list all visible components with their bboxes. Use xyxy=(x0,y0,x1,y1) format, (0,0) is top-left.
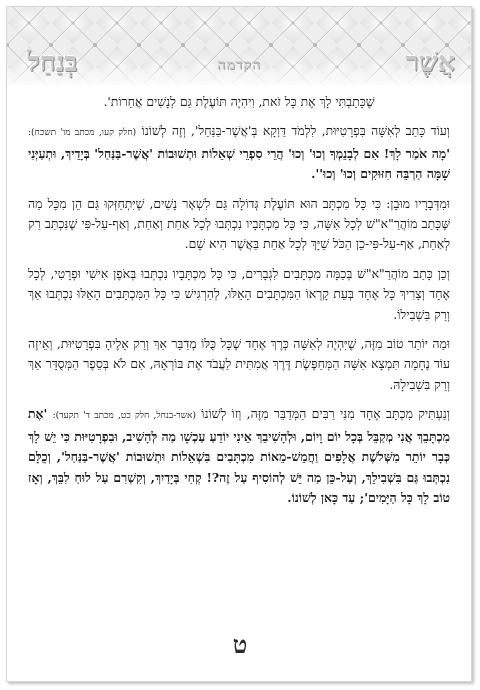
page-number: ט xyxy=(232,630,248,659)
paragraph-4: וְכֵן כָּתַב מוֹהֲרַ"א"שׁ בְּכַמָּה מִכְתָּבִים לִגְבָרִים, כִּי כָּל מִכְתָּבָיו נִכְתְּבוּ בְּאֹפֶן אִישִׁי וּפְרָטִי, לְכָל אֶחָד וְצָרִיךְ כָּל אֶחָד בְּעֵת קָרְאוֹ הַמִּכְתָּבִים הָאֵלּוּ, לְהַרְגִּישׁ כִּי כָּל הַמִּכְתָּבִים הָאֵלּוּ נִכְתְּבוּ אַךְ וְרַק בִּשְׁבִילוֹ. xyxy=(28,265,450,322)
paragraph-2-quote: 'מָה אֹמַר לָךְ! אִם לְבָנֵמְךָ וְכוּ' וְכוּ' הֲרֵי סִפְרֵי שְׁאֵלוֹת וּתְשׁוּבוֹת 'אֲשֶׁר-בַּנַּחַל' בְּיָדֵיךְ, וּתְעַיְּנִי שָׁמָּה הַרְבֵּה חִזּוּקִים וְכוּ' וְכוּ''. xyxy=(28,145,450,182)
page-body xyxy=(28,92,450,517)
page-header xyxy=(7,7,471,85)
header-titles xyxy=(7,47,471,85)
paragraph-2-citation: (חלק קעו, מכתב מו' תשכח): xyxy=(28,128,137,139)
brand-title-first-word: אֲשֶׁר xyxy=(405,47,455,78)
section-title: הקדמה xyxy=(217,57,261,73)
paragraph-2-text: וְעוֹד כָּתַב לְאִשָּׁה בִּפְרָטִיּוּת, לִלְמֹד דַּוְקָא בְּ'אֲשֶׁר-בַּנַּחַל', וְזֶה לְשׁוֹנוֹ xyxy=(141,123,450,139)
paragraph-6 xyxy=(28,404,450,508)
paragraph-6-quote: 'אֶת מִכְתָּבֵךְ אֲנִי מְקַבֵּל בְּכָל יוֹם וָיוֹם, וּלְהָשִׁיבֵךְ אֵינִי יוֹדֵעַ עַכְשָׁו מַה לְּהָשִׁיב, וּבִפְרָטִיּוּת כִּי יֵשׁ לָךְ כְּבָר יוֹתֵר מִשְּׁלֹשֶׁת אֲלָפִים וַחֲמֵשׁ-מֵאוֹת מִכְתָּבִים בִּשְׁאֵלוֹת וּתְשׁוּבוֹת 'אֲשֶׁר-בַּנַּחַל', וְכֻלָּם נִכְתְּבוּ גַּם בִּשְׁבִילֵךְ, וְעַל-כֵּן מַה יֵּשׁ לְהוֹסִיף עַל זֶה?! קְחִי בְּיָדַיִךְ, וְקִשְׁרִם עַל לוּחַ לִבֵּךְ, וְאָז טוֹב לָךְ כָּל הַיָּמִים'; עַד כָּאן לְשׁוֹנוֹ. xyxy=(28,406,450,505)
brand-title-second-word: בְּנַחַל xyxy=(27,47,78,78)
paragraph-2 xyxy=(28,121,450,184)
paragraph-3: וּמִדְּבָרָיו מוּבָן: כִּי כָּל מִכְתָּב הוּא תּוֹעֶלֶת גְּדוֹלָה גַּם לִשְׁאָר נָשִׁים, שֶׁיִּתְחַזְּקוּ גַּם הֵן מִכָּל מַה שֶּׁכָּתַב מוֹהֲרַ"א"שׁ לְכָל אִשָּׁה, כִּי כָּל מִכְתָּבָיו נִכְתְּבוּ לְכָל אַחַת וְאַחַת, וְאַף-עַל-פִּי שֶׁנִּכְתַּב רַק לְאַחַת, אַף-עַל-פִּי-כֵן הַכֹּל שַׁיָּךְ לְכָל אַחַת בַּאֲשֶׁר הִיא שָׁם. xyxy=(28,195,450,252)
paragraph-1: שֶׁכָּתַבְתִּי לָךְ אֶת כָּל זֹאת, וִיהִיֶה תּוֹעֶלֶת גַּם לְנָשִׁים אֲחֵרוֹת'. xyxy=(103,94,375,109)
paragraph-6-citation: (אשר-בנחל, חלק כט, מכתב ד' תקעד): xyxy=(52,411,196,422)
paragraph-5: וּמַה יּוֹתֵר טוֹב מִזֶּה, שֶׁיִּהְיֶה לְאִשָּׁה כְּרֶךְ אֶחָד שֶׁכָּל כֻּלּוֹ מְדַבֵּר אַךְ וְרַק אֵלֶיהָ בִּפְרָטִיּוּת, וְאֵיזֶה עוֹד נֶחָמָה תִּמְצָא אִשָּׁה הַמְּחַפֶּשֶׂת דֶּרֶךְ אֲמִתִּית לַעֲבֹד אֶת בּוֹרְאָהּ, אִם לֹא בְּסֵפֶר הַמְּסֻדָּר אַךְ וְרַק בִּשְׁבִילָהּ. xyxy=(28,336,450,392)
paragraph-6-text: וְנַעְתִּיק מִכְתָּב אֶחָד מִנִּי רַבִּים הַמְּדַבֵּר מִזֶּה, וְזוֹ לְשׁוֹנוֹ xyxy=(201,406,450,422)
